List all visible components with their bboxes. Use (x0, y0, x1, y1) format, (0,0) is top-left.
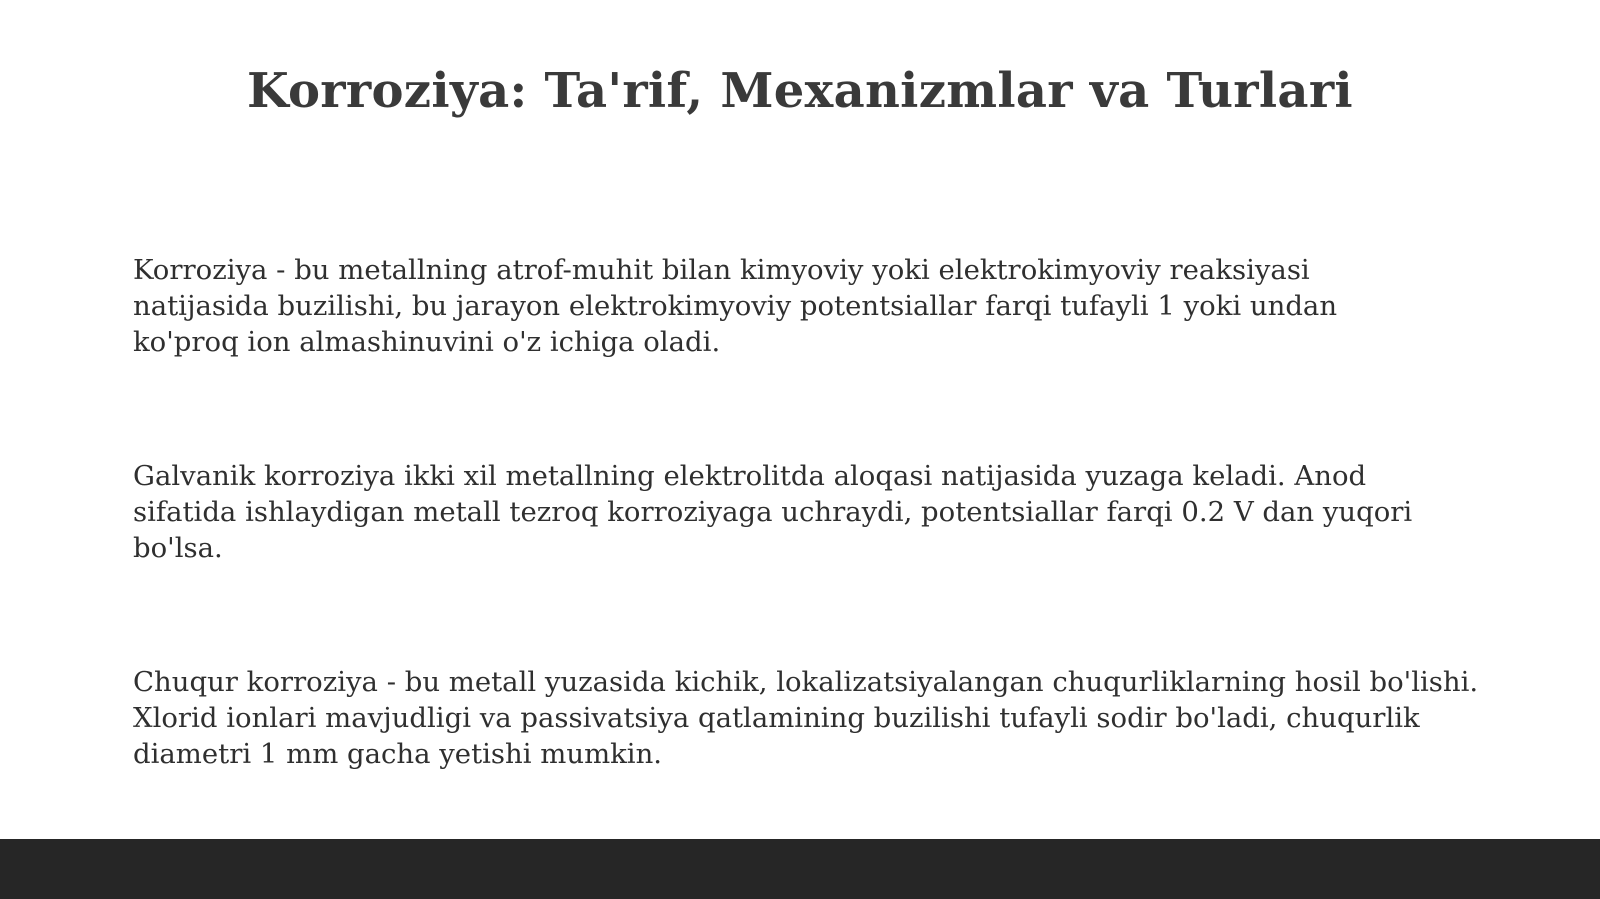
paragraph-line: natijasida buzilishi, bu jarayon elektrokimyoviy potentsiallar farqi tufayli 1 yoki undan (133, 290, 1338, 322)
paragraph-pitting-corrosion (133, 664, 1533, 772)
paragraph-line: sifatida ishlaydigan metall tezroq korroziyaga uchraydi, potentsiallar farqi 0.2 V dan yuqori (133, 496, 1413, 528)
paragraph-line: Chuqur korroziya - bu metall yuzasida kichik, lokalizatsiyalangan chuqurliklarning hosil bo'lishi. (133, 666, 1479, 698)
paragraph-definition (133, 252, 1533, 360)
paragraph-line: bo'lsa. (133, 532, 223, 564)
paragraph-line: Korroziya - bu metallning atrof-muhit bilan kimyoviy yoki elektrokimyoviy reaksiyasi (133, 254, 1310, 286)
paragraph-line: ko'proq ion almashinuvini o'z ichiga oladi. (133, 326, 721, 358)
footer-bar (0, 839, 1600, 899)
paragraph-line: Galvanik korroziya ikki xil metallning elektrolitda aloqasi natijasida yuzaga keladi. Anod (133, 460, 1367, 492)
paragraph-galvanic-corrosion (133, 458, 1533, 566)
paragraph-line: Xlorid ionlari mavjudligi va passivatsiya qatlamining buzilishi tufayli sodir bo'ladi, chuqurlik (133, 702, 1420, 734)
slide-title: Korroziya: Ta'rif, Mexanizmlar va Turlari (247, 63, 1353, 119)
paragraph-line: diametri 1 mm gacha yetishi mumkin. (133, 738, 663, 770)
